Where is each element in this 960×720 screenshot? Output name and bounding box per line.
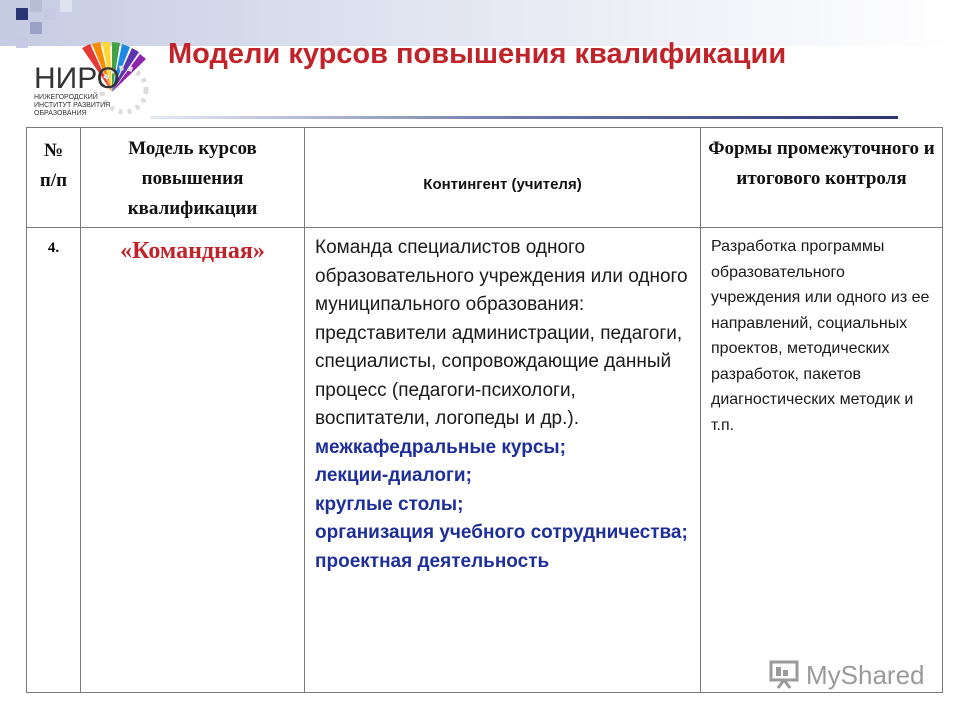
contingent-form-item: межкафедральные курсы;	[315, 436, 566, 458]
contingent-form-item: круглые столы;	[315, 493, 464, 515]
niro-logo	[20, 22, 160, 126]
contingent-form-item: проектная деятельность	[315, 550, 550, 572]
row-contingent	[305, 228, 701, 693]
slide-title: Модели курсов повышения квалификации	[168, 38, 787, 70]
title-underline	[150, 116, 898, 119]
contingent-form-item: лекции-диалоги;	[315, 465, 472, 486]
deco-square-6	[60, 0, 72, 12]
deco-square-2	[30, 0, 42, 12]
header-model-label: Модель курсов повышения квалификации	[127, 138, 258, 219]
header-number-label: № п/п	[39, 140, 68, 191]
watermark-text: MyShared	[806, 660, 925, 690]
presentation-icon	[768, 658, 800, 690]
header-number	[27, 128, 81, 228]
row-forms: Разработка программы образовательного учреждения или одного из ее направлений, социальных проектов, методических разработок, пакетов диагностических методик и т.п.	[701, 228, 943, 693]
contingent-description: Команда специалистов одного образовательного учреждения или одного муниципального образования: представители администрации, педагоги, специалисты, сопровождающие данный процесс (педагоги-психологи, воспитатели, логопеды и др.).	[315, 237, 688, 429]
logo-title: НИРО	[34, 62, 120, 95]
row-model: «Командная»	[81, 228, 305, 693]
deco-square-3	[44, 8, 56, 20]
table-row	[27, 228, 943, 693]
deco-square-1	[16, 8, 28, 20]
contingent-form-item: организация учебного сотрудничества;	[315, 522, 688, 543]
header-contingent-label: Контингент (учителя)	[423, 176, 582, 193]
header-contingent	[305, 128, 701, 228]
header-forms	[701, 128, 943, 228]
courses-table	[26, 127, 943, 693]
myshared-watermark	[768, 654, 928, 694]
row-number: 4.	[27, 228, 81, 693]
table-header-row	[27, 128, 943, 228]
header-forms-label: Формы промежуточного и итогового контроля	[708, 138, 935, 189]
logo-subtitle: НИЖЕГОРОДСКИЙ ИНСТИТУТ РАЗВИТИЯ ОБРАЗОВАНИЯ	[34, 94, 111, 117]
header-model	[81, 128, 305, 228]
